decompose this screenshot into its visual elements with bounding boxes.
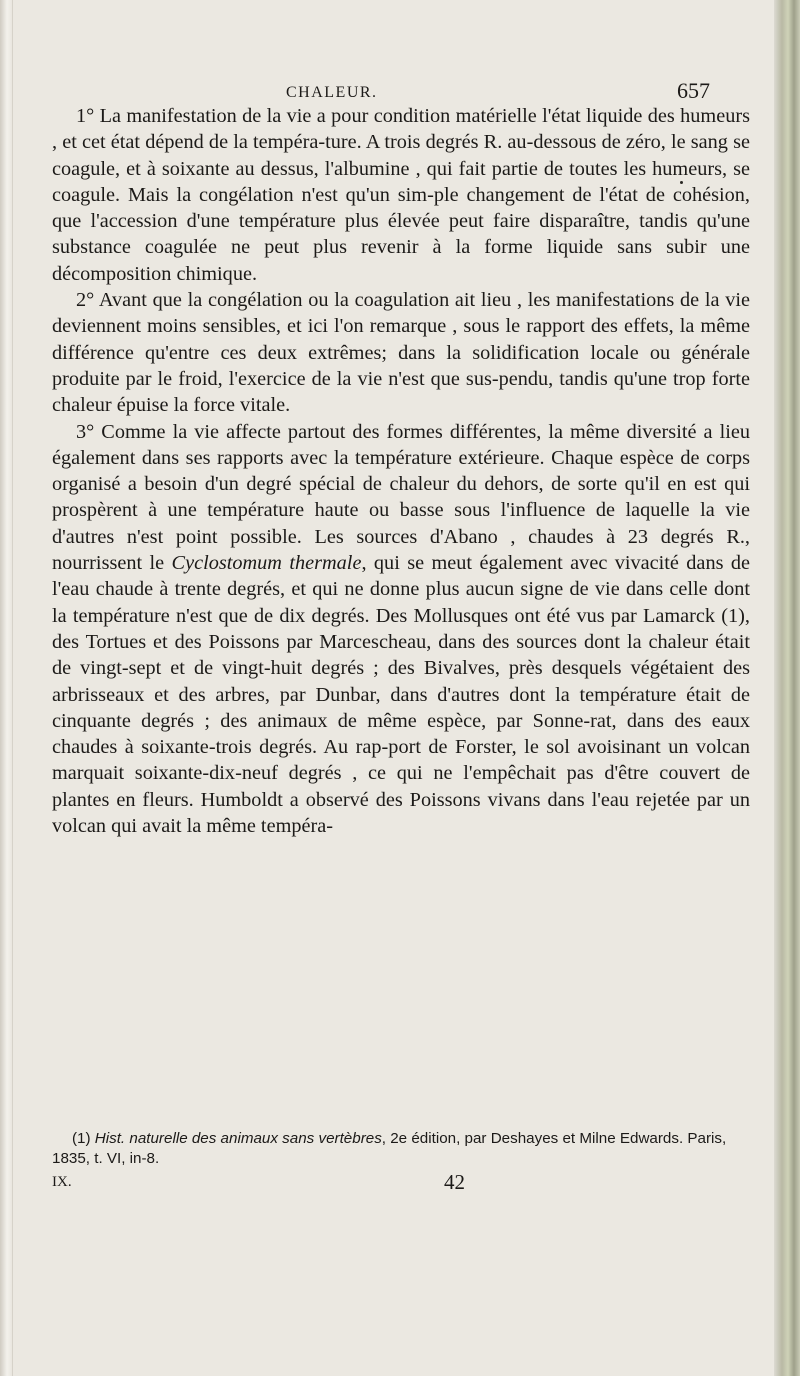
species-name: Cyclostomum thermale [171, 552, 362, 575]
footnote-marker: (1) [72, 1130, 95, 1147]
running-title: CHALEUR. [286, 84, 378, 101]
paragraph-3-end: , qui se meut également avec vivacité dans de l'eau chaude à trente degrés, et qui ne donne plus aucun signe de vie dans celle dont la température n'est que de dix degrés. Des Mollusques ont été vus par Lamarck (1), des Tortues et des Poissons par Marcescheau, dans des sources dont la chaleur était de vingt-sept et de vingt-huit degrés ; des Bivalves, près desquels végétaient des arbrisseaux et des arbres, par Dunbar, dans d'autres dont la température était de cinquante degrés ; des animaux de même espèce, par Sonne-rat, dans des eaux chaudes à soixante-trois degrés. Au rap-port de Forster, le sol avoisinant un volcan marquait soixante-dix-neuf degrés , ce qui ne l'empêchait pas d'être couvert de plantes en fleurs. Humboldt a observé des Poissons vivans dans l'eau rejetée par un volcan qui avait la même tempéra- [52, 552, 751, 838]
paragraph-2: 2° Avant que la congélation ou la coagulation ait lieu , les manifestations de la vie deviennent moins sensibles, et ici l'on remarque , sous le rapport des effets, la même différence qu'entre ces deux extrêmes; dans la solidification locale ou générale produite par le froid, l'exercice de la vie n'est que sus-pendu, tandis qu'une trop forte chaleur épuise la force vitale. [52, 289, 750, 417]
scan-right-edge [774, 0, 800, 1376]
body-text [52, 103, 750, 839]
page-number: 657 [677, 78, 710, 103]
footnote-book-title: Hist. naturelle des animaux sans vertèbres [94, 1130, 382, 1147]
paragraph-3 [52, 419, 750, 840]
signature-number: 42 [444, 1170, 465, 1194]
footnote [52, 1129, 750, 1169]
paragraph-1: 1° La manifestation de la vie a pour condition matérielle l'état liquide des humeurs , et cet état dépend de la tempéra-ture. A trois degrés R. au-dessous de zéro, le sang se coagule, et à soixante au dessus, l'albumine , qui fait partie de toutes les humeurs, se coagule. Mais la congélation n'est qu'un sim-ple changement de l'état de cohésion, que l'accession d'une température plus élevée peut faire disparaître, tandis qu'une substance coagulée ne peut plus revenir à la forme liquide sans subir une décomposition chimique. [52, 105, 750, 285]
scan-left-edge [0, 0, 13, 1376]
signature-mark: IX. [52, 1174, 72, 1190]
paragraph-3-start: 3° Comme la vie affecte partout des formes différentes, la même diversité a lieu également dans ses rapports avec la température extérieure. Chaque espèce de corps organisé a besoin d'un degré spécial de chaleur du dehors, de sorte qu'il en est qui prospèrent à une température haute ou basse sous l'influence de laquelle la vie d'autres n'est point possible. Les sources d'Abano , chaudes à 23 degrés R., nourrissent le [52, 420, 750, 575]
footnote-citation: , 2e édition, par Deshayes et Milne Edwards. Paris, 1835, t. VI, in-8. [52, 1130, 727, 1167]
